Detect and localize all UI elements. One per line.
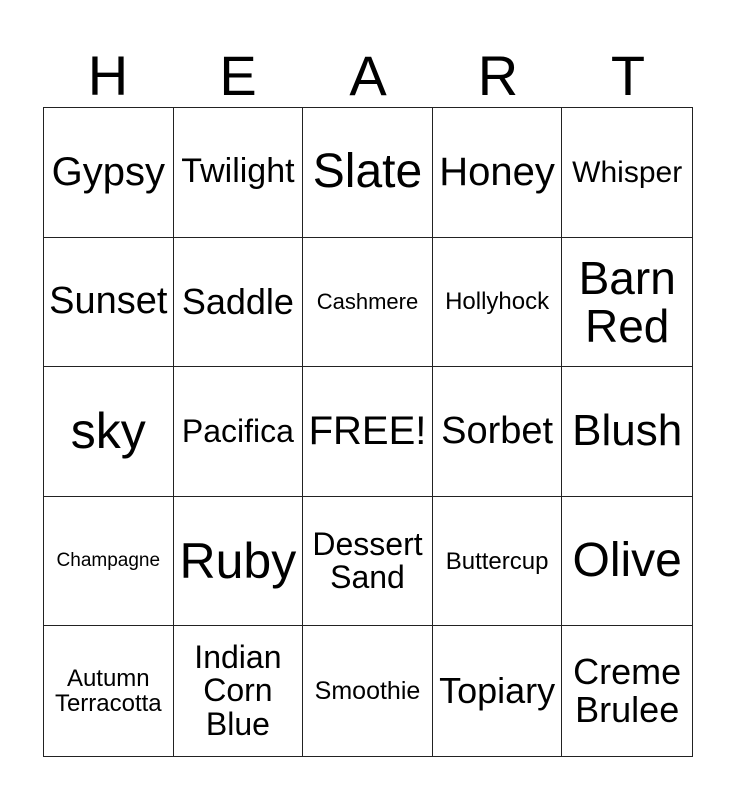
header-letter-r: R xyxy=(477,44,519,107)
bingo-cell[interactable]: Cashmere xyxy=(303,238,433,368)
bingo-cell[interactable]: Barn Red xyxy=(562,238,692,368)
header-letter-h: H xyxy=(87,44,129,107)
bingo-cell[interactable]: sky xyxy=(44,367,174,497)
bingo-cell[interactable]: Sorbet xyxy=(433,367,563,497)
bingo-cell[interactable]: Pacifica xyxy=(174,367,304,497)
bingo-cell[interactable]: Twilight xyxy=(174,108,304,238)
bingo-cell[interactable]: Dessert Sand xyxy=(303,497,433,627)
bingo-cell[interactable]: Autumn Terracotta xyxy=(44,626,174,756)
bingo-cell[interactable]: Champagne xyxy=(44,497,174,627)
bingo-header xyxy=(43,44,693,108)
bingo-cell[interactable]: Smoothie xyxy=(303,626,433,756)
bingo-cell[interactable]: Saddle xyxy=(174,238,304,368)
free-space[interactable]: FREE! xyxy=(303,367,433,497)
bingo-cell[interactable]: Slate xyxy=(303,108,433,238)
bingo-cell[interactable]: Honey xyxy=(433,108,563,238)
bingo-cell[interactable]: Sunset xyxy=(44,238,174,368)
bingo-cell[interactable]: Creme Brulee xyxy=(573,651,682,731)
bingo-cell[interactable]: Blush xyxy=(562,367,692,497)
bingo-cell[interactable]: Buttercup xyxy=(433,497,563,627)
bingo-cell[interactable]: Olive xyxy=(562,497,692,627)
bingo-cell[interactable]: Indian Corn Blue xyxy=(174,626,304,756)
bingo-cell[interactable]: Gypsy xyxy=(44,108,174,238)
header-letter-a: A xyxy=(349,44,387,107)
bingo-cell[interactable]: Hollyhock xyxy=(433,238,563,368)
bingo-board xyxy=(43,107,693,757)
bingo-cell[interactable]: Whisper xyxy=(562,108,692,238)
header-letter-t: T xyxy=(610,44,646,107)
bingo-cell[interactable]: Ruby xyxy=(174,497,304,627)
bingo-cell[interactable]: Topiary xyxy=(433,626,563,756)
header-letter-e: E xyxy=(219,44,257,107)
